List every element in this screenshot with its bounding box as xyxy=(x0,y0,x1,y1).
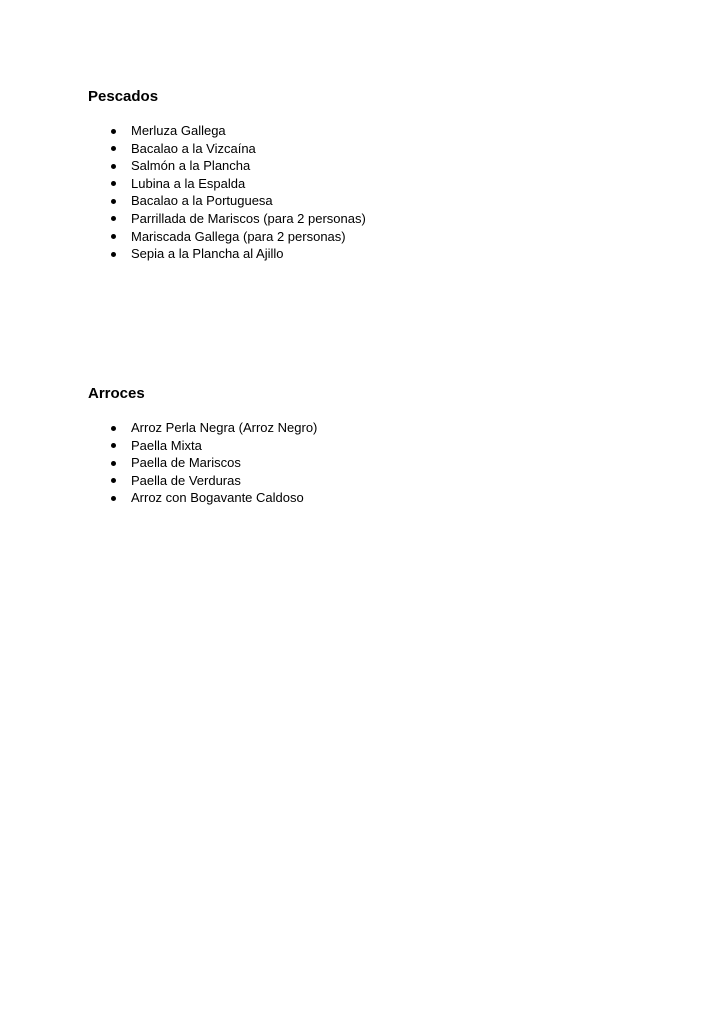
dish-name: Paella de Mariscos xyxy=(131,455,241,471)
list-item xyxy=(88,122,688,140)
bullet-icon xyxy=(111,461,116,466)
dish-name: Arroz con Bogavante Caldoso xyxy=(131,490,304,506)
list-item xyxy=(88,157,688,175)
list-item xyxy=(88,140,688,158)
list-item xyxy=(88,419,688,437)
dish-list xyxy=(88,419,688,507)
bullet-icon xyxy=(111,146,116,151)
list-item xyxy=(88,245,688,263)
list-item xyxy=(88,437,688,455)
dish-name: Lubina a la Espalda xyxy=(131,175,246,191)
list-item xyxy=(88,175,688,193)
dish-name: Paella de Verduras xyxy=(131,472,241,488)
dish-name: Parrillada de Mariscos (para 2 personas) xyxy=(131,210,366,226)
bullet-icon xyxy=(111,496,116,501)
bullet-icon xyxy=(111,129,116,134)
dish-name: Bacalao a la Vizcaína xyxy=(131,140,256,156)
section-title: Pescados xyxy=(88,88,159,105)
list-item xyxy=(88,454,688,472)
dish-name: Paella Mixta xyxy=(131,437,202,453)
bullet-icon xyxy=(111,164,116,169)
list-item xyxy=(88,489,688,507)
dish-name: Arroz Perla Negra (Arroz Negro) xyxy=(131,420,318,435)
section-arroces xyxy=(88,383,688,507)
dish-name: Mariscada Gallega (para 2 personas) xyxy=(131,228,346,244)
list-item xyxy=(88,210,688,228)
bullet-icon xyxy=(111,252,116,257)
bullet-icon xyxy=(111,234,116,239)
dish-name: Merluza Gallega xyxy=(131,123,226,138)
list-item xyxy=(88,228,688,246)
section-title: Arroces xyxy=(88,385,145,402)
dish-name: Sepia a la Plancha al Ajillo xyxy=(131,246,284,262)
bullet-icon xyxy=(111,216,116,221)
bullet-icon xyxy=(111,443,116,448)
bullet-icon xyxy=(111,199,116,204)
bullet-icon xyxy=(111,426,116,431)
section-pescados xyxy=(88,86,688,263)
dish-name: Salmón a la Plancha xyxy=(131,158,251,174)
bullet-icon xyxy=(111,478,116,483)
dish-name: Bacalao a la Portuguesa xyxy=(131,193,273,209)
list-item xyxy=(88,472,688,490)
list-item xyxy=(88,192,688,210)
bullet-icon xyxy=(111,181,116,186)
dish-list xyxy=(88,122,688,263)
